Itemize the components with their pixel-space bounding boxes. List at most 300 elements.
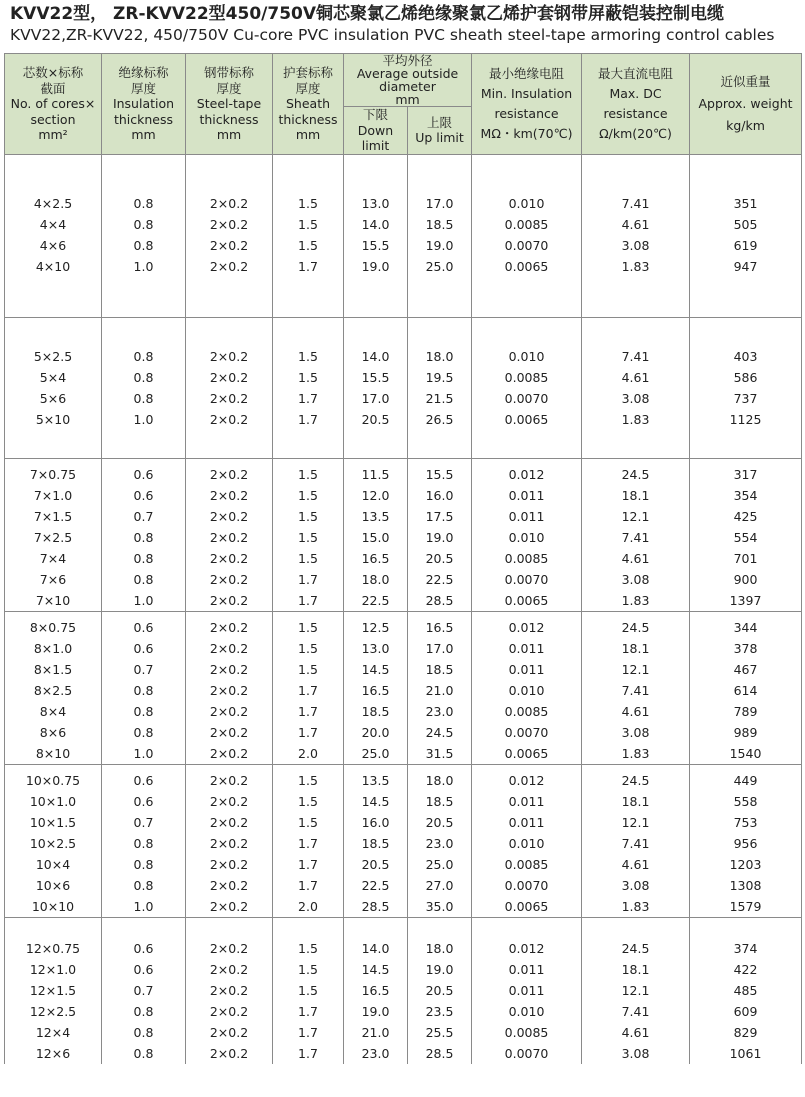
cell-dc-resistance: 4.61 <box>582 214 690 235</box>
cell-down-limit: 18.5 <box>344 833 408 854</box>
cell-sheath: 1.7 <box>273 1022 344 1043</box>
cell-insulation: 0.6 <box>102 638 186 659</box>
cell-dc-resistance: 1.83 <box>582 256 690 277</box>
table-row <box>5 569 802 590</box>
cell-sheath: 1.5 <box>273 617 344 638</box>
cell-up-limit: 19.0 <box>408 235 472 256</box>
cell-weight: 378 <box>690 638 802 659</box>
table-row <box>5 548 802 569</box>
cell-down-limit: 22.5 <box>344 875 408 896</box>
cell-dc-resistance: 24.5 <box>582 938 690 959</box>
cell-cores-section: 10×1.5 <box>5 812 102 833</box>
cell-steel-tape: 2×0.2 <box>186 409 273 430</box>
cell-dc-resistance: 7.41 <box>582 346 690 367</box>
cell-sheath: 1.7 <box>273 875 344 896</box>
cell-steel-tape: 2×0.2 <box>186 959 273 980</box>
cell-dc-resistance: 18.1 <box>582 485 690 506</box>
cell-cores-section: 8×4 <box>5 701 102 722</box>
table-row <box>5 214 802 235</box>
cell-weight: 829 <box>690 1022 802 1043</box>
cell-down-limit: 13.5 <box>344 506 408 527</box>
cell-insulation: 0.8 <box>102 388 186 409</box>
cell-steel-tape: 2×0.2 <box>186 875 273 896</box>
cell-up-limit: 23.0 <box>408 833 472 854</box>
cell-down-limit: 12.5 <box>344 617 408 638</box>
cell-dc-resistance: 1.83 <box>582 590 690 612</box>
cell-up-limit: 25.5 <box>408 1022 472 1043</box>
cell-up-limit: 20.5 <box>408 812 472 833</box>
cell-min-resistance: 0.0070 <box>472 722 582 743</box>
cell-steel-tape: 2×0.2 <box>186 485 273 506</box>
cell-min-resistance: 0.011 <box>472 980 582 1001</box>
cell-min-resistance: 0.011 <box>472 506 582 527</box>
cell-weight: 900 <box>690 569 802 590</box>
cell-down-limit: 20.5 <box>344 854 408 875</box>
cell-dc-resistance: 4.61 <box>582 854 690 875</box>
cell-up-limit: 18.5 <box>408 659 472 680</box>
cell-dc-resistance: 3.08 <box>582 875 690 896</box>
cell-up-limit: 18.0 <box>408 938 472 959</box>
cell-weight: 351 <box>690 193 802 214</box>
cell-insulation: 0.8 <box>102 235 186 256</box>
cell-sheath: 1.5 <box>273 770 344 791</box>
cell-cores-section: 7×1.5 <box>5 506 102 527</box>
cell-sheath: 1.5 <box>273 214 344 235</box>
cell-insulation: 0.8 <box>102 680 186 701</box>
cell-cores-section: 4×6 <box>5 235 102 256</box>
cell-up-limit: 17.0 <box>408 193 472 214</box>
cell-dc-resistance: 18.1 <box>582 959 690 980</box>
cell-min-resistance: 0.011 <box>472 791 582 812</box>
cell-up-limit: 16.5 <box>408 617 472 638</box>
cell-cores-section: 7×10 <box>5 590 102 612</box>
cell-down-limit: 16.5 <box>344 548 408 569</box>
cell-down-limit: 28.5 <box>344 896 408 918</box>
cell-cores-section: 12×4 <box>5 1022 102 1043</box>
cell-dc-resistance: 24.5 <box>582 464 690 485</box>
cell-weight: 701 <box>690 548 802 569</box>
cell-weight: 425 <box>690 506 802 527</box>
cell-up-limit: 35.0 <box>408 896 472 918</box>
table-row <box>5 1022 802 1043</box>
cell-insulation: 0.6 <box>102 959 186 980</box>
cell-min-resistance: 0.0070 <box>472 569 582 590</box>
cell-insulation: 0.6 <box>102 485 186 506</box>
cell-insulation: 0.6 <box>102 617 186 638</box>
cell-down-limit: 13.5 <box>344 770 408 791</box>
cell-steel-tape: 2×0.2 <box>186 214 273 235</box>
cell-up-limit: 27.0 <box>408 875 472 896</box>
table-row <box>5 743 802 765</box>
table-row <box>5 256 802 277</box>
cell-min-resistance: 0.0070 <box>472 235 582 256</box>
cell-cores-section: 8×0.75 <box>5 617 102 638</box>
cell-dc-resistance: 7.41 <box>582 193 690 214</box>
cell-cores-section: 5×4 <box>5 367 102 388</box>
cell-min-resistance: 0.010 <box>472 346 582 367</box>
cell-cores-section: 5×6 <box>5 388 102 409</box>
cell-steel-tape: 2×0.2 <box>186 367 273 388</box>
table-row <box>5 367 802 388</box>
cell-insulation: 1.0 <box>102 256 186 277</box>
cell-down-limit: 19.0 <box>344 1001 408 1022</box>
cell-up-limit: 31.5 <box>408 743 472 765</box>
cell-dc-resistance: 4.61 <box>582 1022 690 1043</box>
cell-dc-resistance: 3.08 <box>582 388 690 409</box>
cell-sheath: 1.5 <box>273 548 344 569</box>
cell-sheath: 1.7 <box>273 590 344 612</box>
table-row <box>5 875 802 896</box>
cell-steel-tape: 2×0.2 <box>186 791 273 812</box>
cell-dc-resistance: 3.08 <box>582 569 690 590</box>
table-row <box>5 346 802 367</box>
header-insulation-thickness: 绝缘标称 厚度 Insulation thickness mm <box>102 54 186 155</box>
cell-insulation: 0.8 <box>102 193 186 214</box>
cell-dc-resistance: 24.5 <box>582 770 690 791</box>
cell-min-resistance: 0.010 <box>472 527 582 548</box>
cell-sheath: 1.7 <box>273 854 344 875</box>
cell-up-limit: 18.5 <box>408 214 472 235</box>
cell-cores-section: 7×0.75 <box>5 464 102 485</box>
cell-dc-resistance: 1.83 <box>582 896 690 918</box>
cell-steel-tape: 2×0.2 <box>186 506 273 527</box>
cell-weight: 1203 <box>690 854 802 875</box>
cell-sheath: 1.7 <box>273 701 344 722</box>
cell-steel-tape: 2×0.2 <box>186 388 273 409</box>
cell-up-limit: 19.0 <box>408 527 472 548</box>
header-up-limit: 上限 Up limit <box>408 107 472 155</box>
cell-weight: 554 <box>690 527 802 548</box>
cell-weight: 1397 <box>690 590 802 612</box>
cell-dc-resistance: 3.08 <box>582 722 690 743</box>
cell-dc-resistance: 4.61 <box>582 548 690 569</box>
cell-insulation: 0.6 <box>102 938 186 959</box>
cell-weight: 422 <box>690 959 802 980</box>
cell-insulation: 0.8 <box>102 548 186 569</box>
cell-down-limit: 14.5 <box>344 959 408 980</box>
cell-steel-tape: 2×0.2 <box>186 722 273 743</box>
cell-cores-section: 7×1.0 <box>5 485 102 506</box>
cell-up-limit: 23.5 <box>408 1001 472 1022</box>
cell-up-limit: 25.0 <box>408 854 472 875</box>
cell-down-limit: 18.0 <box>344 569 408 590</box>
cell-cores-section: 10×4 <box>5 854 102 875</box>
cell-up-limit: 19.5 <box>408 367 472 388</box>
cell-weight: 317 <box>690 464 802 485</box>
cell-insulation: 0.6 <box>102 770 186 791</box>
cell-cores-section: 7×6 <box>5 569 102 590</box>
cell-steel-tape: 2×0.2 <box>186 743 273 765</box>
cell-cores-section: 8×2.5 <box>5 680 102 701</box>
cell-weight: 1579 <box>690 896 802 918</box>
cell-cores-section: 10×2.5 <box>5 833 102 854</box>
header-approx-weight: 近似重量 Approx. weight kg/km <box>690 54 802 155</box>
cell-dc-resistance: 18.1 <box>582 638 690 659</box>
cell-sheath: 1.5 <box>273 938 344 959</box>
cell-sheath: 1.5 <box>273 980 344 1001</box>
cell-cores-section: 10×0.75 <box>5 770 102 791</box>
cell-up-limit: 24.5 <box>408 722 472 743</box>
cell-cores-section: 12×1.5 <box>5 980 102 1001</box>
cell-weight: 1540 <box>690 743 802 765</box>
cell-cores-section: 4×4 <box>5 214 102 235</box>
cell-weight: 354 <box>690 485 802 506</box>
cell-min-resistance: 0.011 <box>472 812 582 833</box>
cell-cores-section: 7×2.5 <box>5 527 102 548</box>
cell-down-limit: 21.0 <box>344 1022 408 1043</box>
cell-up-limit: 20.5 <box>408 980 472 1001</box>
cell-insulation: 0.6 <box>102 464 186 485</box>
cell-weight: 1125 <box>690 409 802 430</box>
cell-down-limit: 11.5 <box>344 464 408 485</box>
cell-down-limit: 16.5 <box>344 680 408 701</box>
cell-down-limit: 12.0 <box>344 485 408 506</box>
cell-steel-tape: 2×0.2 <box>186 854 273 875</box>
header-steel-tape-thickness: 钢带标称 厚度 Steel-tape thickness mm <box>186 54 273 155</box>
cell-sheath: 1.5 <box>273 367 344 388</box>
cell-sheath: 1.5 <box>273 659 344 680</box>
cell-dc-resistance: 12.1 <box>582 812 690 833</box>
table-row <box>5 617 802 638</box>
cell-sheath: 1.7 <box>273 1043 344 1064</box>
cell-sheath: 1.5 <box>273 485 344 506</box>
cell-sheath: 1.5 <box>273 506 344 527</box>
cell-cores-section: 10×1.0 <box>5 791 102 812</box>
cell-weight: 1308 <box>690 875 802 896</box>
cell-min-resistance: 0.0070 <box>472 875 582 896</box>
cell-steel-tape: 2×0.2 <box>186 235 273 256</box>
header-cores-section: 芯数×标称 截面 No. of cores× section mm² <box>5 54 102 155</box>
cell-weight: 609 <box>690 1001 802 1022</box>
cell-min-resistance: 0.012 <box>472 617 582 638</box>
cell-down-limit: 13.0 <box>344 638 408 659</box>
cell-steel-tape: 2×0.2 <box>186 1022 273 1043</box>
cell-min-resistance: 0.010 <box>472 833 582 854</box>
cell-steel-tape: 2×0.2 <box>186 896 273 918</box>
cell-dc-resistance: 12.1 <box>582 659 690 680</box>
cell-dc-resistance: 18.1 <box>582 791 690 812</box>
cell-steel-tape: 2×0.2 <box>186 833 273 854</box>
cell-dc-resistance: 4.61 <box>582 701 690 722</box>
cell-down-limit: 15.5 <box>344 235 408 256</box>
cell-sheath: 1.5 <box>273 812 344 833</box>
table-row <box>5 680 802 701</box>
cell-insulation: 0.8 <box>102 1022 186 1043</box>
cell-weight: 558 <box>690 791 802 812</box>
cell-insulation: 0.8 <box>102 722 186 743</box>
cell-sheath: 1.5 <box>273 791 344 812</box>
cell-steel-tape: 2×0.2 <box>186 1001 273 1022</box>
table-row <box>5 464 802 485</box>
cell-weight: 467 <box>690 659 802 680</box>
header-min-insulation-resistance: 最小绝缘电阻 Min. Insulation resistance MΩ・km(70℃) <box>472 54 582 155</box>
cell-steel-tape: 2×0.2 <box>186 770 273 791</box>
cell-insulation: 0.8 <box>102 367 186 388</box>
cell-min-resistance: 0.0085 <box>472 548 582 569</box>
cell-sheath: 1.7 <box>273 256 344 277</box>
cell-weight: 403 <box>690 346 802 367</box>
cell-min-resistance: 0.0085 <box>472 367 582 388</box>
cell-down-limit: 14.5 <box>344 659 408 680</box>
cell-sheath: 1.5 <box>273 346 344 367</box>
cell-insulation: 0.8 <box>102 833 186 854</box>
cell-insulation: 0.7 <box>102 980 186 1001</box>
cell-insulation: 0.8 <box>102 346 186 367</box>
cell-insulation: 0.7 <box>102 812 186 833</box>
cell-steel-tape: 2×0.2 <box>186 812 273 833</box>
table-row <box>5 506 802 527</box>
cell-down-limit: 18.5 <box>344 701 408 722</box>
cell-insulation: 0.7 <box>102 506 186 527</box>
cell-sheath: 1.7 <box>273 409 344 430</box>
cell-down-limit: 20.0 <box>344 722 408 743</box>
cell-dc-resistance: 3.08 <box>582 235 690 256</box>
table-body <box>5 154 802 1064</box>
cell-weight: 789 <box>690 701 802 722</box>
cell-min-resistance: 0.0085 <box>472 214 582 235</box>
cell-weight: 586 <box>690 367 802 388</box>
cable-spec-table <box>4 53 802 1064</box>
cell-min-resistance: 0.0085 <box>472 1022 582 1043</box>
cell-sheath: 1.5 <box>273 193 344 214</box>
cell-down-limit: 13.0 <box>344 193 408 214</box>
cell-up-limit: 26.5 <box>408 409 472 430</box>
cell-min-resistance: 0.010 <box>472 193 582 214</box>
cell-cores-section: 10×10 <box>5 896 102 918</box>
cell-min-resistance: 0.011 <box>472 959 582 980</box>
cell-down-limit: 15.0 <box>344 527 408 548</box>
cell-up-limit: 16.0 <box>408 485 472 506</box>
cell-weight: 737 <box>690 388 802 409</box>
cell-min-resistance: 0.012 <box>472 464 582 485</box>
cell-dc-resistance: 12.1 <box>582 980 690 1001</box>
cell-steel-tape: 2×0.2 <box>186 980 273 1001</box>
cell-up-limit: 18.0 <box>408 770 472 791</box>
cell-sheath: 1.5 <box>273 235 344 256</box>
cell-steel-tape: 2×0.2 <box>186 464 273 485</box>
cell-dc-resistance: 1.83 <box>582 409 690 430</box>
table-row <box>5 409 802 430</box>
cell-dc-resistance: 12.1 <box>582 506 690 527</box>
cell-cores-section: 8×1.5 <box>5 659 102 680</box>
cell-down-limit: 25.0 <box>344 743 408 765</box>
cell-cores-section: 4×10 <box>5 256 102 277</box>
cell-sheath: 1.5 <box>273 959 344 980</box>
cell-insulation: 1.0 <box>102 409 186 430</box>
cell-weight: 619 <box>690 235 802 256</box>
cell-up-limit: 19.0 <box>408 959 472 980</box>
table-row <box>5 527 802 548</box>
cell-cores-section: 10×6 <box>5 875 102 896</box>
cell-steel-tape: 2×0.2 <box>186 256 273 277</box>
cell-weight: 505 <box>690 214 802 235</box>
table-row <box>5 638 802 659</box>
cell-weight: 374 <box>690 938 802 959</box>
cell-down-limit: 19.0 <box>344 256 408 277</box>
cell-up-limit: 17.5 <box>408 506 472 527</box>
table-row <box>5 701 802 722</box>
cell-sheath: 1.5 <box>273 464 344 485</box>
cell-steel-tape: 2×0.2 <box>186 569 273 590</box>
cell-down-limit: 23.0 <box>344 1043 408 1064</box>
cell-insulation: 1.0 <box>102 590 186 612</box>
cell-min-resistance: 0.0070 <box>472 388 582 409</box>
cell-steel-tape: 2×0.2 <box>186 346 273 367</box>
cell-up-limit: 15.5 <box>408 464 472 485</box>
cell-weight: 1061 <box>690 1043 802 1064</box>
cell-min-resistance: 0.0065 <box>472 256 582 277</box>
cell-sheath: 1.7 <box>273 680 344 701</box>
cell-weight: 485 <box>690 980 802 1001</box>
cell-sheath: 1.7 <box>273 569 344 590</box>
cell-steel-tape: 2×0.2 <box>186 701 273 722</box>
table-row <box>5 833 802 854</box>
cell-steel-tape: 2×0.2 <box>186 617 273 638</box>
cell-min-resistance: 0.011 <box>472 659 582 680</box>
cell-cores-section: 8×10 <box>5 743 102 765</box>
cell-weight: 344 <box>690 617 802 638</box>
table-row <box>5 896 802 918</box>
table-row <box>5 1001 802 1022</box>
cell-insulation: 0.8 <box>102 1001 186 1022</box>
document-title-english: KVV22,ZR-KVV22, 450/750V Cu-core PVC insulation PVC sheath steel-tape armoring control cables <box>10 26 775 44</box>
cell-insulation: 0.8 <box>102 1043 186 1064</box>
cell-up-limit: 20.5 <box>408 548 472 569</box>
table-row <box>5 980 802 1001</box>
cell-weight: 614 <box>690 680 802 701</box>
table-row <box>5 854 802 875</box>
cell-cores-section: 8×1.0 <box>5 638 102 659</box>
cell-min-resistance: 0.0065 <box>472 743 582 765</box>
cell-up-limit: 17.0 <box>408 638 472 659</box>
cell-dc-resistance: 7.41 <box>582 680 690 701</box>
cell-min-resistance: 0.012 <box>472 938 582 959</box>
cell-dc-resistance: 24.5 <box>582 617 690 638</box>
cell-down-limit: 14.0 <box>344 938 408 959</box>
cell-weight: 449 <box>690 770 802 791</box>
header-average-diameter: 平均外径 Average outside diameter mm <box>344 54 472 107</box>
cell-insulation: 0.8 <box>102 569 186 590</box>
cell-weight: 753 <box>690 812 802 833</box>
cell-down-limit: 16.5 <box>344 980 408 1001</box>
cell-insulation: 1.0 <box>102 743 186 765</box>
cell-min-resistance: 0.0070 <box>472 1043 582 1064</box>
cell-down-limit: 15.5 <box>344 367 408 388</box>
cell-steel-tape: 2×0.2 <box>186 638 273 659</box>
cell-cores-section: 4×2.5 <box>5 193 102 214</box>
cell-sheath: 2.0 <box>273 743 344 765</box>
cell-cores-section: 12×1.0 <box>5 959 102 980</box>
table-row <box>5 938 802 959</box>
cell-up-limit: 22.5 <box>408 569 472 590</box>
cell-cores-section: 12×6 <box>5 1043 102 1064</box>
cell-sheath: 1.7 <box>273 722 344 743</box>
cell-down-limit: 14.0 <box>344 214 408 235</box>
cell-up-limit: 23.0 <box>408 701 472 722</box>
cell-up-limit: 28.5 <box>408 590 472 612</box>
cell-min-resistance: 0.0085 <box>472 854 582 875</box>
cell-steel-tape: 2×0.2 <box>186 193 273 214</box>
cell-steel-tape: 2×0.2 <box>186 938 273 959</box>
cell-insulation: 0.7 <box>102 659 186 680</box>
table-row <box>5 959 802 980</box>
cell-insulation: 0.8 <box>102 527 186 548</box>
cell-steel-tape: 2×0.2 <box>186 659 273 680</box>
cell-cores-section: 8×6 <box>5 722 102 743</box>
cell-steel-tape: 2×0.2 <box>186 680 273 701</box>
table-row <box>5 485 802 506</box>
cell-insulation: 0.8 <box>102 701 186 722</box>
